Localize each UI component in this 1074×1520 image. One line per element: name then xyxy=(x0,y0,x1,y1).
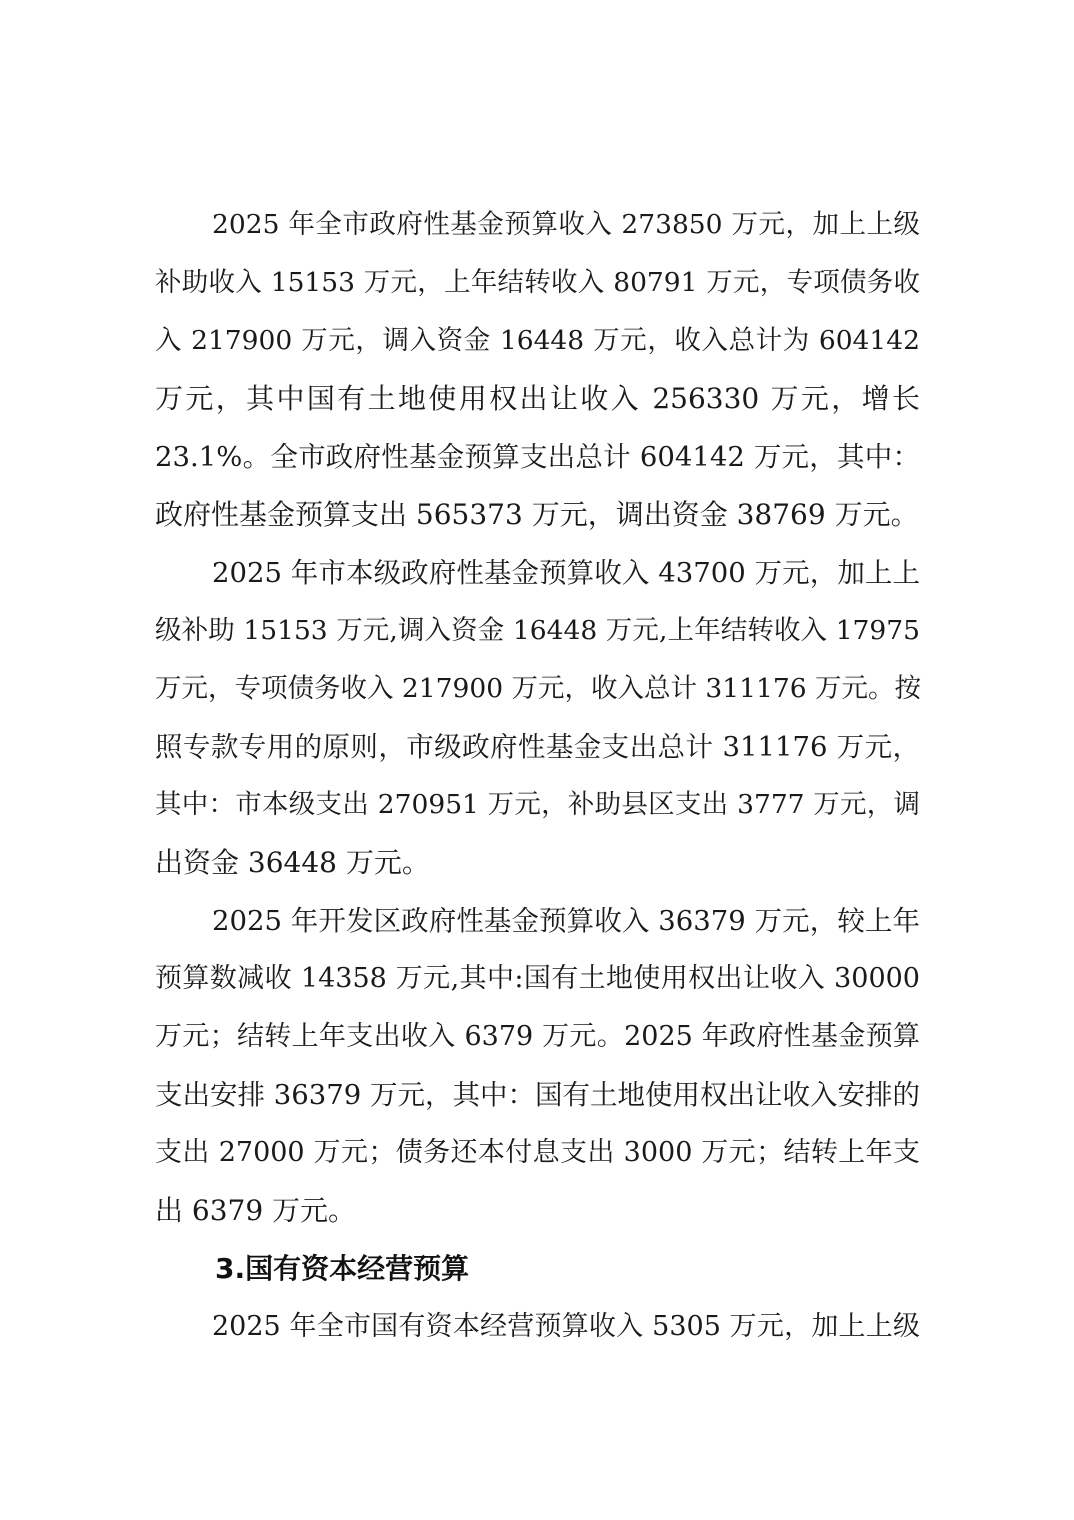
paragraph-3-line-4: 支出安排 36379 万元，其中：国有土地使用权出让收入安排的 xyxy=(155,1079,920,1111)
paragraph-3-line-6: 出 6379 万元。 xyxy=(155,1194,357,1227)
paragraph-1-line-6: 政府性基金预算支出 565373 万元，调出资金 38769 万元。 xyxy=(155,498,919,531)
paragraph-4-line-1: 2025 年全市国有资本经营预算收入 5305 万元，加上上级 xyxy=(212,1311,920,1342)
paragraph-3-line-2: 预算数减收 14358 万元,其中:国有土地使用权出让收入 30000 xyxy=(155,963,920,994)
paragraph-2-line-6: 出资金 36448 万元。 xyxy=(155,846,430,879)
paragraph-2-line-2: 级补助 15153 万元,调入资金 16448 万元,上年结转收入 17975 xyxy=(155,615,920,646)
paragraph-1-line-5: 23.1%。全市政府性基金预算支出总计 604142 万元，其中： xyxy=(155,441,920,473)
paragraph-1-line-4: 万元，其中国有土地使用权出让收入 256330 万元，增长 xyxy=(155,382,920,415)
paragraph-3-line-3: 万元；结转上年支出收入 6379 万元。2025 年政府性基金预算 xyxy=(155,1021,920,1052)
paragraph-1-line-1: 2025 年全市政府性基金预算收入 273850 万元，加上上级 xyxy=(212,209,920,240)
paragraph-1-line-2: 补助收入 15153 万元，上年结转收入 80791 万元，专项债务收 xyxy=(155,267,920,298)
paragraph-2-line-4: 照专款专用的原则，市级政府性基金支出总计 311176 万元， xyxy=(155,731,920,763)
paragraph-2-line-3: 万元，专项债务收入 217900 万元，收入总计 311176 万元。按 xyxy=(155,673,922,704)
paragraph-3-line-5: 支出 27000 万元；债务还本付息支出 3000 万元；结转上年支 xyxy=(155,1137,920,1168)
paragraph-2-line-1: 2025 年市本级政府性基金预算收入 43700 万元，加上上 xyxy=(212,557,920,589)
paragraph-1-line-3: 入 217900 万元，调入资金 16448 万元，收入总计为 604142 xyxy=(155,325,920,356)
paragraph-2-line-5: 其中：市本级支出 270951 万元，补助县区支出 3777 万元，调 xyxy=(155,789,920,820)
section-heading: 3.国有资本经营预算 xyxy=(215,1252,470,1285)
paragraph-3-line-1: 2025 年开发区政府性基金预算收入 36379 万元，较上年 xyxy=(212,905,920,937)
